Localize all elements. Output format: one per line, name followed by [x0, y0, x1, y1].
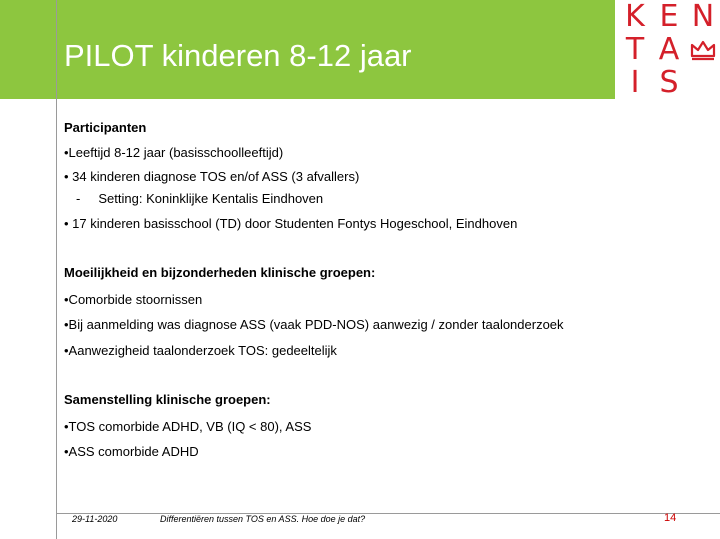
bullet-item: •ASS comorbide ADHD — [64, 444, 199, 459]
logo-letter: A — [658, 32, 680, 67]
logo-letter: N — [691, 0, 715, 34]
bullet-item: •Aanwezigheid taalonderzoek TOS: gedeeltelijk — [64, 343, 337, 358]
bullet-item: •Bij aanmelding was diagnose ASS (vaak PDD-NOS) aanwezig / zonder taalonderzoek — [64, 317, 564, 332]
section-heading-participanten: Participanten — [64, 120, 147, 135]
logo-letter — [687, 66, 719, 99]
page-number: 14 — [664, 512, 677, 524]
crown-icon — [689, 39, 717, 61]
bullet-item: • 34 kinderen diagnose TOS en/of ASS (3 afvallers) — [64, 169, 360, 184]
bullet-item: •Leeftijd 8-12 jaar (basisschoolleeftijd) — [64, 145, 284, 160]
slide-title: PILOT kinderen 8-12 jaar — [64, 38, 412, 73]
section-heading-samenstelling: Samenstelling klinische groepen: — [64, 392, 271, 407]
logo-letter: T — [625, 32, 645, 67]
footer-subtitle: Differentiëren tussen TOS en ASS. Hoe doe je dat? — [160, 514, 366, 524]
logo-letter: E — [659, 0, 679, 34]
logo-letter: K — [625, 0, 645, 34]
footer-divider — [57, 513, 720, 514]
bullet-item: •TOS comorbide ADHD, VB (IQ < 80), ASS — [64, 419, 312, 434]
section-heading-moeilijkheid: Moeilijkheid en bijzonderheden klinische groepen: — [64, 265, 376, 280]
kentalis-logo — [615, 0, 720, 99]
left-divider — [56, 0, 57, 539]
bullet-item: • 17 kinderen basisschool (TD) door Studenten Fontys Hogeschool, Eindhoven — [64, 216, 518, 231]
bullet-item: •Comorbide stoornissen — [64, 292, 203, 307]
logo-letter: I — [630, 65, 640, 100]
logo-letter: S — [659, 65, 679, 100]
sub-bullet-item: - Setting: Koninklijke Kentalis Eindhoven — [76, 191, 324, 206]
footer-date: 29-11-2020 — [72, 514, 118, 524]
